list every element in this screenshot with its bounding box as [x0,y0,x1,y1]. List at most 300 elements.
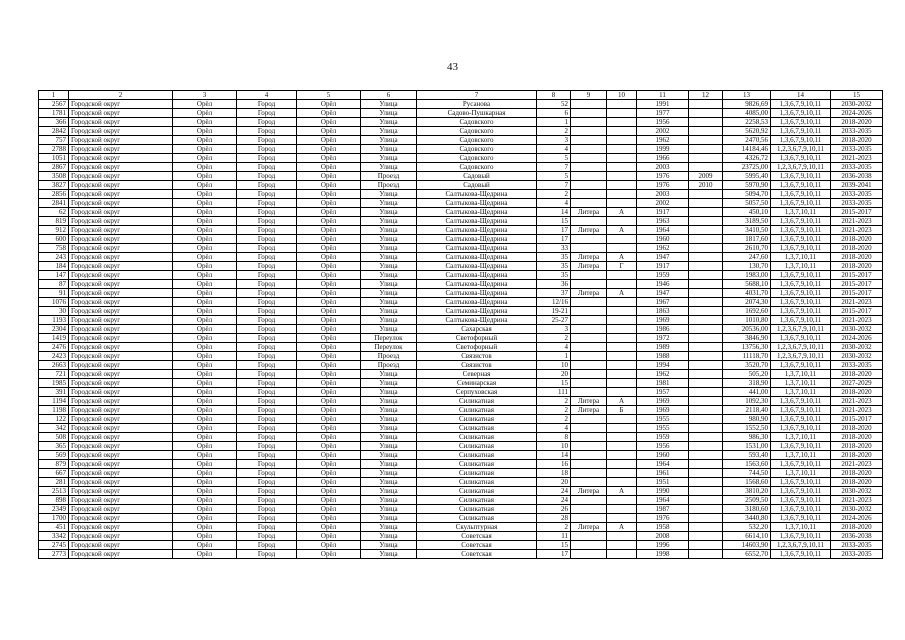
table-cell: 14 [537,208,571,217]
table-cell: Салтыкова-Щедрина [417,190,537,199]
table-cell [571,100,607,109]
table-cell: Городской округ [69,199,173,208]
table-cell: Городской округ [69,325,173,334]
table-cell: Улица [361,325,417,334]
table-cell: Улица [361,316,417,325]
table-cell: А [607,226,637,235]
table-cell: 35 [537,271,571,280]
table-cell: 2788 [39,145,69,154]
table-row [39,496,883,505]
table-cell [607,433,637,442]
column-number-header: 7 [417,91,537,100]
table-row [39,352,883,361]
table-cell: Орёл [297,541,361,550]
table-cell: Город [237,280,297,289]
table-cell: 2018-2020 [831,244,883,253]
table-cell: А [607,253,637,262]
table-cell: 2 [537,127,571,136]
table-cell: Салтыкова-Щедрина [417,316,537,325]
table-cell: 2015-2017 [831,307,883,316]
table-cell: 318,90 [723,379,771,388]
table-cell: 2 [537,397,571,406]
table-cell: 532,20 [723,523,771,532]
table-cell: Городской округ [69,136,173,145]
table-cell [607,469,637,478]
table-cell [571,199,607,208]
table-cell: 2015-2017 [831,208,883,217]
table-row [39,172,883,181]
table-cell: 3846,90 [723,334,771,343]
housing-register-table [38,90,883,559]
table-row [39,100,883,109]
table-cell: 1,3,6,7,9,10,11 [771,334,831,343]
table-cell: Город [237,253,297,262]
table-cell [571,388,607,397]
table-cell: 1,3,6,7,9,10,11 [771,496,831,505]
table-cell: 15 [537,379,571,388]
table-cell [607,181,637,190]
table-cell: 130,70 [723,262,771,271]
table-cell: Орёл [297,235,361,244]
table-cell: 1969 [637,397,689,406]
table-cell: 2008 [637,532,689,541]
table-cell: Светофорный [417,334,537,343]
table-cell: Салтыкова-Щедрина [417,235,537,244]
table-cell: Орёл [297,334,361,343]
table-cell: 4 [537,199,571,208]
table-cell: Городской округ [69,298,173,307]
table-cell: А [607,208,637,217]
table-cell: Садовского [417,127,537,136]
table-cell: 1552,50 [723,424,771,433]
table-cell: 4 [537,145,571,154]
table-cell: 25-27 [537,316,571,325]
table-cell: Связистов [417,352,537,361]
table-cell: Улица [361,496,417,505]
table-cell: 7 [537,163,571,172]
table-cell: 1863 [637,307,689,316]
table-cell: Орёл [173,451,237,460]
table-row [39,118,883,127]
table-cell: Литера [571,487,607,496]
table-cell: Городской округ [69,217,173,226]
table-cell: Салтыкова-Щедрина [417,289,537,298]
table-cell [607,334,637,343]
table-cell: Улица [361,271,417,280]
table-cell: Город [237,307,297,316]
page-number: 43 [447,61,458,73]
table-cell [689,145,723,154]
table-cell: Городской округ [69,289,173,298]
table-cell: 1,3,6,7,9,10,11 [771,406,831,415]
table-cell: Орёл [297,514,361,523]
table-cell: 1 [537,118,571,127]
table-cell: 667 [39,469,69,478]
table-cell: Орёл [297,415,361,424]
table-cell: Городской округ [69,190,173,199]
table-cell: 3342 [39,532,69,541]
table-cell: Городской округ [69,424,173,433]
table-cell [607,127,637,136]
table-cell: Городской округ [69,433,173,442]
table-cell: 2 [537,406,571,415]
table-cell: 1963 [637,217,689,226]
table-cell: 1967 [637,298,689,307]
table-cell: 2033-2035 [831,145,883,154]
table-cell: Город [237,397,297,406]
table-cell: 505,20 [723,370,771,379]
table-cell: Садовского [417,154,537,163]
table-cell: Орёл [173,244,237,253]
table-row [39,289,883,298]
table-cell: 2030-2032 [831,352,883,361]
table-cell: 20536,00 [723,325,771,334]
table-cell: 6552,70 [723,550,771,559]
table-cell: Орёл [173,235,237,244]
table-cell: Салтыкова-Щедрина [417,199,537,208]
table-cell: Садовый [417,181,537,190]
table-cell: Городской округ [69,208,173,217]
table-cell: 122 [39,415,69,424]
table-cell: Город [237,208,297,217]
table-cell: 1,3,6,7,9,10,11 [771,271,831,280]
table-cell: Орёл [297,226,361,235]
table-cell: 5970,90 [723,181,771,190]
table-cell: Городской округ [69,415,173,424]
table-cell: Проезд [361,361,417,370]
table-cell: Улица [361,478,417,487]
table-cell [689,424,723,433]
table-row [39,415,883,424]
table-cell [607,451,637,460]
table-cell: Город [237,496,297,505]
table-cell: 1,2,3,6,7,9,10,11 [771,541,831,550]
table-cell: 1951 [637,478,689,487]
table-cell [571,514,607,523]
table-cell: Улица [361,532,417,541]
table-cell [607,307,637,316]
table-cell: 2842 [39,127,69,136]
table-row [39,478,883,487]
table-cell: Садовского [417,136,537,145]
table-cell: 8 [537,433,571,442]
table-cell: 1,3,6,7,9,10,11 [771,550,831,559]
table-cell: Городской округ [69,244,173,253]
column-number-header: 15 [831,91,883,100]
table-cell: Орёл [297,100,361,109]
table-cell [571,217,607,226]
table-cell: 1991 [637,100,689,109]
table-cell: 1,3,6,7,9,10,11 [771,415,831,424]
table-row [39,244,883,253]
table-cell: Город [237,469,297,478]
table-cell: Городской округ [69,145,173,154]
table-cell: Орёл [173,541,237,550]
table-cell: Городской округ [69,496,173,505]
table-cell: 508 [39,433,69,442]
table-cell [607,505,637,514]
table-cell [607,190,637,199]
table-cell: Салтыкова-Щедрина [417,253,537,262]
table-cell: 2118,40 [723,406,771,415]
table-cell: Город [237,109,297,118]
table-cell [571,550,607,559]
table-cell: Г [607,262,637,271]
table-cell: 1,2,3,6,7,9,10,11 [771,343,831,352]
table-cell: 2021-2023 [831,217,883,226]
table-cell: Улица [361,217,417,226]
table-cell: Городской округ [69,523,173,532]
table-cell [571,334,607,343]
table-cell: Садовского [417,163,537,172]
table-cell: Орёл [297,163,361,172]
table-cell: 2030-2032 [831,343,883,352]
table-cell: Орёл [297,370,361,379]
table-cell: Литера [571,523,607,532]
table-cell: Литера [571,406,607,415]
table-cell: 2074,30 [723,298,771,307]
table-cell: 33 [537,244,571,253]
table-cell: 17 [537,550,571,559]
table-row [39,316,883,325]
table-cell: 569 [39,451,69,460]
table-cell: 1198 [39,406,69,415]
table-cell: 1972 [637,334,689,343]
table-cell [571,478,607,487]
table-cell [607,343,637,352]
table-cell: Улица [361,451,417,460]
table-cell: Город [237,550,297,559]
table-cell: Орёл [173,280,237,289]
table-cell: 2003 [637,190,689,199]
table-cell: Улица [361,100,417,109]
table-cell: 3520,70 [723,361,771,370]
table-cell: 1,3,6,7,9,10,11 [771,217,831,226]
table-cell [689,190,723,199]
column-number-header: 12 [689,91,723,100]
table-cell [607,109,637,118]
table-cell: 1092,30 [723,397,771,406]
table-cell: Орёл [297,316,361,325]
table-cell: 5 [537,172,571,181]
table-cell: 1966 [637,154,689,163]
table-cell [571,316,607,325]
table-cell: 1947 [637,253,689,262]
table-cell: Орёл [173,307,237,316]
table-row [39,343,883,352]
table-cell: Орёл [297,307,361,316]
table-cell: 2 [537,190,571,199]
table-cell [689,118,723,127]
table-cell: Город [237,118,297,127]
table-cell: Город [237,271,297,280]
table-cell [689,379,723,388]
table-cell [571,163,607,172]
table-cell: 441,00 [723,388,771,397]
table-cell: Садовского [417,118,537,127]
table-cell: Орёл [173,523,237,532]
table-cell: Орёл [173,379,237,388]
table-cell: 1969 [637,316,689,325]
table-cell [607,298,637,307]
table-cell: Улица [361,505,417,514]
table-cell: Орёл [173,208,237,217]
table-cell: 2841 [39,199,69,208]
table-cell: 247,60 [723,253,771,262]
table-cell: 4031,70 [723,289,771,298]
table-cell: 1,3,6,7,9,10,11 [771,100,831,109]
table-cell: 5057,50 [723,199,771,208]
table-cell: Орёл [173,316,237,325]
table-cell: 1958 [637,523,689,532]
table-row [39,253,883,262]
table-cell [571,118,607,127]
table-cell [689,271,723,280]
table-cell [607,388,637,397]
table-cell [689,523,723,532]
table-cell [571,190,607,199]
table-row [39,199,883,208]
table-cell [607,118,637,127]
table-cell: Город [237,487,297,496]
table-cell: Город [237,370,297,379]
column-number-header: 1 [39,91,69,100]
table-cell [689,388,723,397]
table-cell: Орёл [173,325,237,334]
table-cell: 11 [537,532,571,541]
table-cell: Улица [361,424,417,433]
table-cell [607,370,637,379]
table-cell: 7 [537,181,571,190]
table-cell: 1692,60 [723,307,771,316]
table-cell: Силикатная [417,406,537,415]
table-cell: Орёл [173,343,237,352]
table-cell: 1,3,6,7,9,10,11 [771,154,831,163]
table-cell: 1977 [637,109,689,118]
table-cell: 1,3,6,7,9,10,11 [771,127,831,136]
table-cell: 26 [537,505,571,514]
table-cell: 14184,46 [723,145,771,154]
table-cell: Орёл [297,199,361,208]
table-cell: Советская [417,550,537,559]
table-cell: 1,3,6,7,9,10,11 [771,226,831,235]
table-row [39,361,883,370]
table-cell: 2024-2026 [831,514,883,523]
column-number-header: 4 [237,91,297,100]
table-cell [607,280,637,289]
table-cell: 2 [537,523,571,532]
table-cell: Город [237,541,297,550]
table-cell: Орёл [297,181,361,190]
table-cell: Орёл [297,118,361,127]
table-cell: Орёл [297,208,361,217]
table-cell: 2036-2038 [831,172,883,181]
table-cell: 1,3,6,7,9,10,11 [771,307,831,316]
table-cell [571,442,607,451]
table-cell: 1964 [637,496,689,505]
table-cell [689,352,723,361]
table-cell: Город [237,415,297,424]
table-cell: 2039-2041 [831,181,883,190]
table-cell [607,145,637,154]
table-cell: Орёл [297,136,361,145]
column-number-header: 8 [537,91,571,100]
table-cell: 3508 [39,172,69,181]
table-cell: 2030-2032 [831,505,883,514]
table-cell [607,244,637,253]
table-cell: Силикатная [417,460,537,469]
table-cell: Орёл [173,334,237,343]
table-cell: 2663 [39,361,69,370]
table-cell: Связистов [417,361,537,370]
table-cell: Городской округ [69,280,173,289]
table-cell: Орёл [173,397,237,406]
table-cell: Городской округ [69,532,173,541]
table-cell: 24 [537,487,571,496]
table-cell [689,370,723,379]
column-number-header: 14 [771,91,831,100]
table-cell: Литера [571,397,607,406]
table-cell [607,496,637,505]
table-cell [571,244,607,253]
table-cell: Улица [361,289,417,298]
table-cell: 2033-2035 [831,190,883,199]
table-cell: Городской округ [69,127,173,136]
table-cell: 2018-2020 [831,118,883,127]
table-cell: Литера [571,208,607,217]
table-cell: 1,3,7,10,11 [771,469,831,478]
table-cell [571,154,607,163]
table-cell: 17 [537,226,571,235]
table-cell: Городской округ [69,163,173,172]
table-cell: Улица [361,199,417,208]
table-cell: 2021-2023 [831,496,883,505]
table-cell: 1946 [637,280,689,289]
table-cell: Орёл [297,325,361,334]
table-cell: Орёл [173,118,237,127]
table-cell [607,460,637,469]
table-cell: 2856 [39,190,69,199]
table-cell: Орёл [297,505,361,514]
table-cell: Городской округ [69,253,173,262]
table-cell: Силикатная [417,505,537,514]
table-cell: Орёл [173,199,237,208]
table-row [39,487,883,496]
table-cell: Городской округ [69,352,173,361]
table-cell: Орёл [297,460,361,469]
table-cell [571,469,607,478]
table-row [39,136,883,145]
table-row [39,469,883,478]
table-cell: 757 [39,136,69,145]
table-cell: Город [237,433,297,442]
table-cell: Орёл [173,442,237,451]
table-cell: Орёл [297,433,361,442]
table-row [39,523,883,532]
table-cell: 2018-2020 [831,136,883,145]
table-cell: 9826,69 [723,100,771,109]
table-cell: 1,3,7,10,11 [771,370,831,379]
table-cell [689,109,723,118]
table-cell [689,316,723,325]
table-cell [571,145,607,154]
table-cell: 1,3,6,7,9,10,11 [771,505,831,514]
table-cell: 12/16 [537,298,571,307]
table-cell: 721 [39,370,69,379]
table-cell: Город [237,127,297,136]
table-cell: Орёл [173,487,237,496]
table-row [39,550,883,559]
